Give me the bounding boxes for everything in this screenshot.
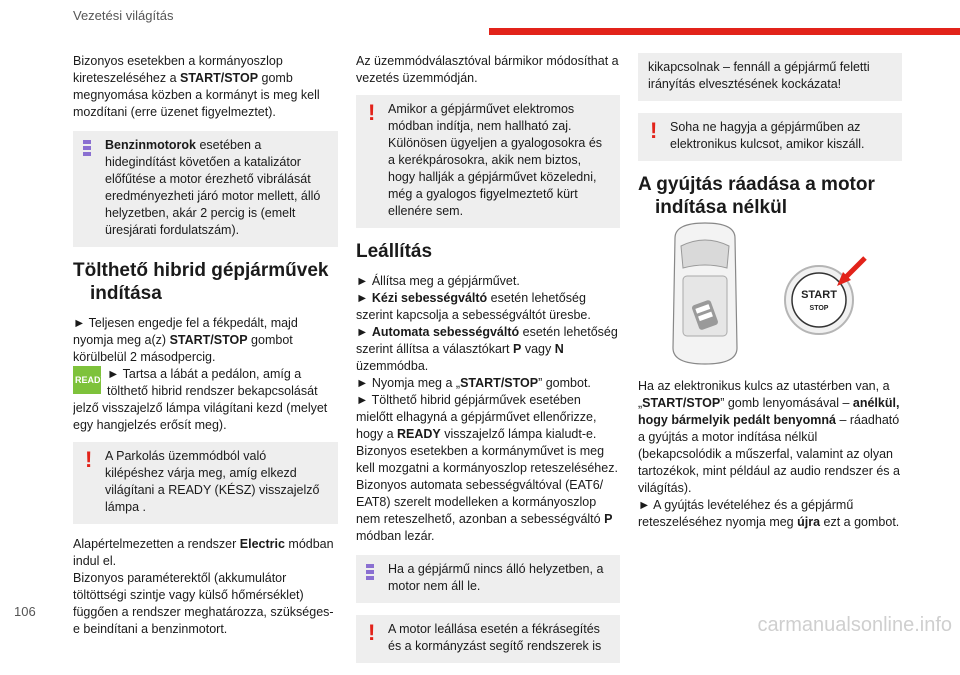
header-accent-bar	[489, 28, 960, 35]
car-top-view-icon	[673, 223, 737, 364]
section-heading: Tölthető hibrid gépjárművek indítása	[73, 260, 329, 304]
warning-icon: !	[368, 100, 376, 125]
header-title: Vezetési világítás	[73, 8, 174, 23]
warning-icon: !	[650, 118, 658, 143]
column-3-lower	[638, 378, 902, 531]
info-box: Benzinmotorok esetében a hidegindítást követően a katalizátor előfűtése a motor érezhető vibrálását eredményezheti járó motor mellett, álló helyzetben, akár 2 percig is (emelt üresjárati fordulatszám).	[73, 131, 338, 247]
page-number: 106	[14, 604, 36, 619]
button-label-start: START	[801, 289, 837, 301]
warning-box: ! A Parkolás üzemmódból való kilépéshez várja meg, amíg elkezd világítani a READY (KÉSZ) visszajelző lámpa .	[73, 442, 338, 524]
list-item: ► Automata sebességváltó esetén lehetőség szerint állítsa a választókart P vagy N üzemmódba.	[356, 325, 618, 373]
column-3	[638, 53, 902, 229]
list-item: ► Állítsa meg a gépjárművet.	[356, 274, 520, 288]
info-icon	[366, 564, 374, 582]
warning-box: ! Amikor a gépjárművet elektromos módban indítja, nem hallható zaj. Különösen ügyeljen a gyalogosokra és a kerékpárosokra, akik nem biztos, hogy hallják a gépjárművet közeledni, még a gyalogos figyelmeztető kürt ellenére sem.	[356, 95, 620, 228]
ready-indicator-icon: READY	[73, 366, 101, 394]
watermark: carmanualsonline.info	[757, 614, 952, 636]
column-1	[73, 53, 338, 638]
button-label-stop: STOP	[809, 305, 829, 312]
paragraph: Ha az elektronikus kulcs az utastérben van, a „START/STOP” gomb lenyomásával – anélkül, hogy bármelyik pedált benyomná – ráadható a gyújtás a motor indítása nélkül (bekapcsolódik a műszerfal, valamint az olyan tartozékok, mint például az audio rendszer és a világítás).	[638, 379, 900, 495]
paragraph: Az üzemmódválasztóval bármikor módosíthat a vezetés üzemmódján.	[356, 54, 619, 85]
start-stop-button-icon	[785, 258, 865, 334]
info-box: Ha a gépjármű nincs álló helyzetben, a motor nem áll le.	[356, 555, 620, 603]
paragraph: Bizonyos paraméterektől (akkumulátor töltöttségi szintje vagy külső hőmérséklet) függően a rendszer meghatározza, szükséges-e beindítani a benzinmotort.	[73, 571, 334, 636]
column-2	[356, 53, 620, 675]
warning-box: ! A motor leállása esetén a fékrásegítés és a kormányzást segítő rendszerek is	[356, 615, 620, 663]
list-item: ► Nyomja meg a „START/STOP” gombot.	[356, 376, 591, 390]
paragraph: Alapértelmezetten a rendszer Electric módban indul el.	[73, 537, 334, 568]
warning-icon: !	[85, 447, 93, 472]
list-item: ► A gyújtás levételéhez és a gépjármű reteszeléséhez nyomja meg újra ezt a gombot.	[638, 498, 900, 529]
paragraph: Bizonyos esetekben a kormányművet is meg kell mozgatni a kormányoszlop reteszeléséhez.	[356, 444, 618, 475]
warning-box: ! Soha ne hagyja a gépjárműben az elektronikus kulcsot, amikor kiszáll.	[638, 113, 902, 161]
warning-icon: !	[368, 620, 376, 645]
section-heading: Leállítás	[356, 241, 433, 262]
paragraph: Bizonyos automata sebességváltóval (EAT6/ EAT8) szerelt modelleken a kormányoszlop nem reteszelhető, azonban a sebességváltó P módban lezár.	[356, 478, 613, 543]
info-icon	[83, 140, 91, 158]
list-item: ► Tölthető hibrid gépjárművek esetében mielőtt elhagyná a gépjárművet ellenőrizze, hogy a READY visszajelző lámpa kialudt-e.	[356, 393, 597, 441]
warning-box-continued: kikapcsolnak – fennáll a gépjármű feletti irányítás elvesztésének kockázata!	[638, 53, 902, 101]
paragraph: ► Teljesen engedje fel a fékpedált, majd nyomja meg a(z) START/STOP gombot körülbelül 2 másodpercig.	[73, 316, 298, 364]
paragraph: Bizonyos esetekben a kormányoszlop kireteszeléséhez a START/STOP gomb megnyomása közben a kormányt is meg kell mozdítani (erre üzenet figyelmeztet).	[73, 54, 320, 119]
section-heading: A gyújtás ráadása a motor indítása nélkül	[638, 174, 875, 218]
paragraph: READY ► Tartsa a lábát a pedálon, amíg a tölthető hibrid rendszer bekapcsolását jelző visszajelző lámpa világítani kezd (melyet egy hangjelzés erősít meg).	[73, 367, 328, 432]
car-key-start-stop-figure	[665, 218, 875, 368]
list-item: ► Kézi sebességváltó esetén lehetőség szerint kapcsolja a sebességváltót üresbe.	[356, 291, 591, 322]
